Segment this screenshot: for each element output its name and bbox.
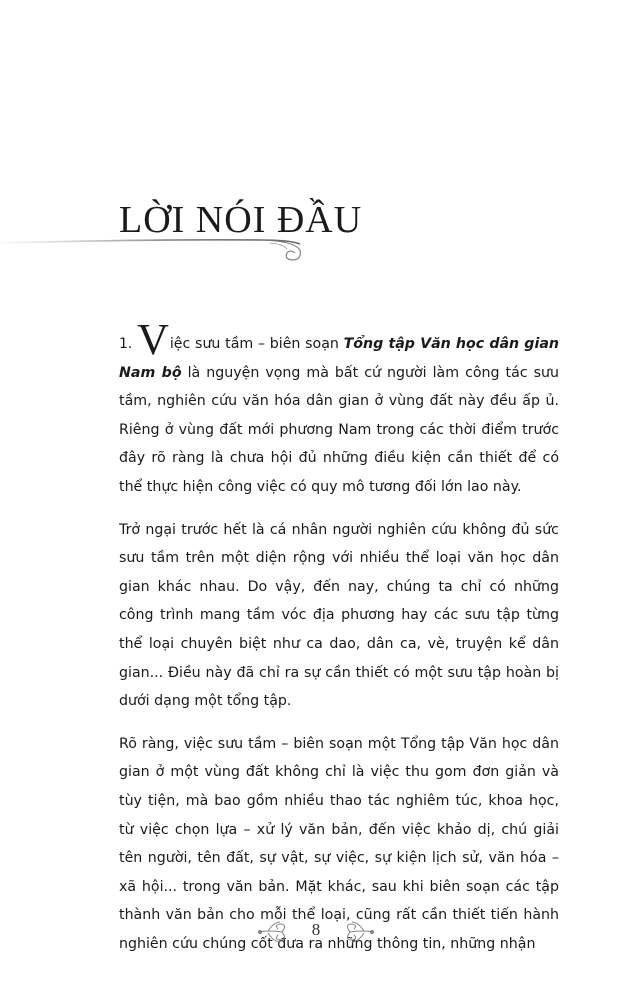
- paragraph-2: Trở ngại trước hết là cá nhân người nghiên cứu không đủ sức sưu tầm trên một diện rộng với nhiều thể loại văn học dân gian khác nhau. Do vậy, đến nay, chúng ta chỉ có những công trình mang tầm vóc địa phương hay các sưu tập từng thể loại chuyên biệt như ca dao, dân ca, vè, truyện kể dân gian... Điều này đã chỉ ra sự cần thiết có một sưu tập hoàn bị dưới dạng một tổng tập.: [119, 521, 559, 710]
- paragraph-1: [119, 315, 559, 502]
- paragraph-number: 1.: [119, 336, 133, 352]
- page-title: LỜI NÓI ĐẦU: [119, 199, 363, 241]
- book-title: Tổng tập Văn học dân gian Nam bộ: [119, 336, 559, 381]
- title-flourish-ornament: [0, 232, 320, 266]
- paragraph-text: là nguyện vọng mà bất cứ người làm công tác sưu tầm, nghiên cứu văn hóa dân gian ở vùng đất này đều ấp ủ. Riêng ở vùng đất mới phương Nam trong các thời điểm trước đây rõ ràng là chưa hội đủ những điều kiện cần thiết để có thể thực hiện công việc có quy mô tương đối lớn lao này.: [119, 364, 559, 495]
- drop-cap: V: [137, 315, 169, 364]
- body-text: [119, 315, 559, 972]
- page-number: 8: [311, 920, 321, 939]
- paragraph-text: iệc sưu tầm – biên soạn: [169, 336, 344, 352]
- paragraph-3: Rõ ràng, việc sưu tầm – biên soạn một Tổng tập Văn học dân gian ở một vùng đất không chỉ là việc thu gom đơn giản và tùy tiện, mà bao gồm nhiều thao tác nghiêm túc, khoa học, từ việc chọn lựa – xử lý văn bản, đến việc khảo dị, chú giải tên người, tên đất, sự vật, sự việc, sự kiện lịch sử, văn hóa – xã hội... trong văn bản. Mặt khác, sau khi biên soạn các tập thành văn bản cho mỗi thể loại, cũng rất cần thiết tiến hành nghiên cứu chúng cốt đưa ra những thông tin, những nhận: [119, 735, 559, 952]
